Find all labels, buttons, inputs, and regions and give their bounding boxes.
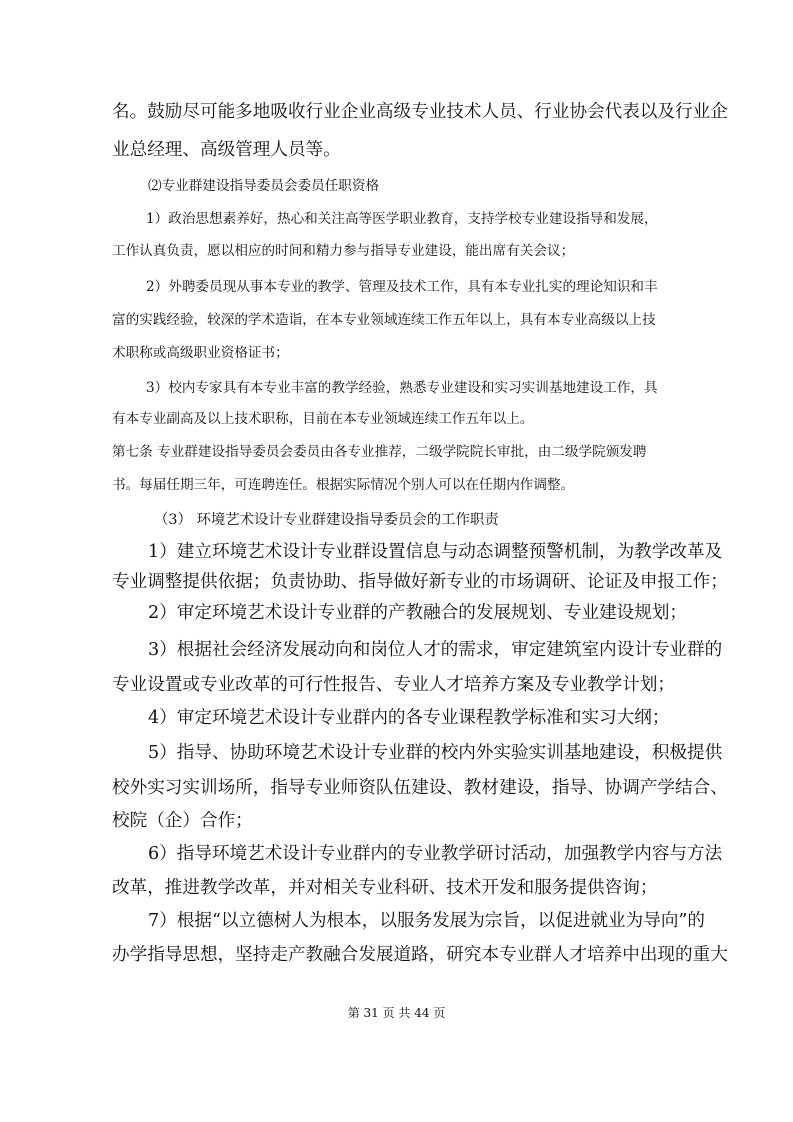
paragraph-line: 书。每届任期三年，可连聘连任。根据实际情况个别人可以在任期内作调整。 [112, 477, 575, 493]
paragraph-line: 富的实践经验，较深的学术造诣，在本专业领域连续工作五年以上，具有本专业高级以上技 [112, 312, 656, 328]
paragraph-line: 专业设置或专业改革的可行性报告、专业人才培养方案及专业教学计划； [112, 675, 676, 695]
paragraph-line: 校院（企）合作； [112, 811, 253, 831]
paragraph-line: 2）外聘委员现从事本专业的教学、管理及技术工作，具有本专业扎实的理论知识和丰 [146, 279, 658, 295]
paragraph-line: 3）根据社会经济发展动向和岗位人才的需求，审定建筑室内设计专业群的 [148, 640, 723, 660]
paragraph-line: 有本专业副高及以上技术职称，目前在本专业领域连续工作五年以上。 [112, 411, 534, 427]
page-number-footer: 第 31 页 共 44 页 [347, 1006, 446, 1020]
paragraph-line: 业总经理、高级管理人员等。 [112, 140, 341, 160]
paragraph-line: 办学指导思想，坚持走产教融合发展道路，研究本专业群人才培养中出现的重大 [112, 945, 728, 965]
paragraph-line: 3）校内专家具有本专业丰富的教学经验，熟悉专业建设和实习实训基地建设工作，具 [146, 380, 658, 396]
paragraph-line: 1）政治思想素养好，热心和关注高等医学职业教育，支持学校专业建设指导和发展， [146, 211, 658, 227]
paragraph-line: 名。鼓励尽可能多地吸收行业企业高级专业技术人员、行业协会代表以及行业企 [112, 102, 728, 122]
article-line: 第七条 专业群建设指导委员会委员由各专业推荐，二级学院院长审批，由二级学院颁发聘 [112, 444, 647, 460]
paragraph-line: 改革，推进教学改革，并对相关专业科研、技术开发和服务提供咨询； [112, 878, 658, 898]
paragraph-line: 4）审定环境艺术设计专业群内的各专业课程教学标准和实习大纲； [148, 708, 670, 728]
paragraph-line: 校外实习实训场所，指导专业师资队伍建设、教材建设，指导、协调产学结合、 [112, 778, 728, 798]
section-heading: （3） 环境艺术设计专业群建设指导委员会的工作职责 [154, 512, 499, 528]
paragraph-line: 术职称或高级职业资格证书； [112, 345, 289, 361]
paragraph-line: 7）根据“以立德树人为根本，以服务发展为宗旨，以促进就业为导向”的 [148, 911, 705, 931]
paragraph-line: 6）指导环境艺术设计专业群内的专业教学研讨活动，加强教学内容与方法 [148, 844, 723, 864]
paragraph-line: 1）建立环境艺术设计专业群设置信息与动态调整预警机制，为教学改革及 [148, 542, 723, 562]
paragraph-line: 5）指导、协助环境艺术设计专业群的校内外实验实训基地建设，积极提供 [148, 743, 723, 763]
paragraph-line: 工作认真负责，愿以相应的时间和精力参与指导专业建设，能出席有关会议； [112, 243, 575, 259]
paragraph-line: 2）审定环境艺术设计专业群的产教融合的发展规划、专业建设规划； [148, 603, 688, 623]
section-heading: ⑵专业群建设指导委员会委员任职资格 [148, 178, 380, 194]
paragraph-line: 专业调整提供依据；负责协助、指导做好新专业的市场调研、论证及申报工作； [112, 572, 728, 592]
